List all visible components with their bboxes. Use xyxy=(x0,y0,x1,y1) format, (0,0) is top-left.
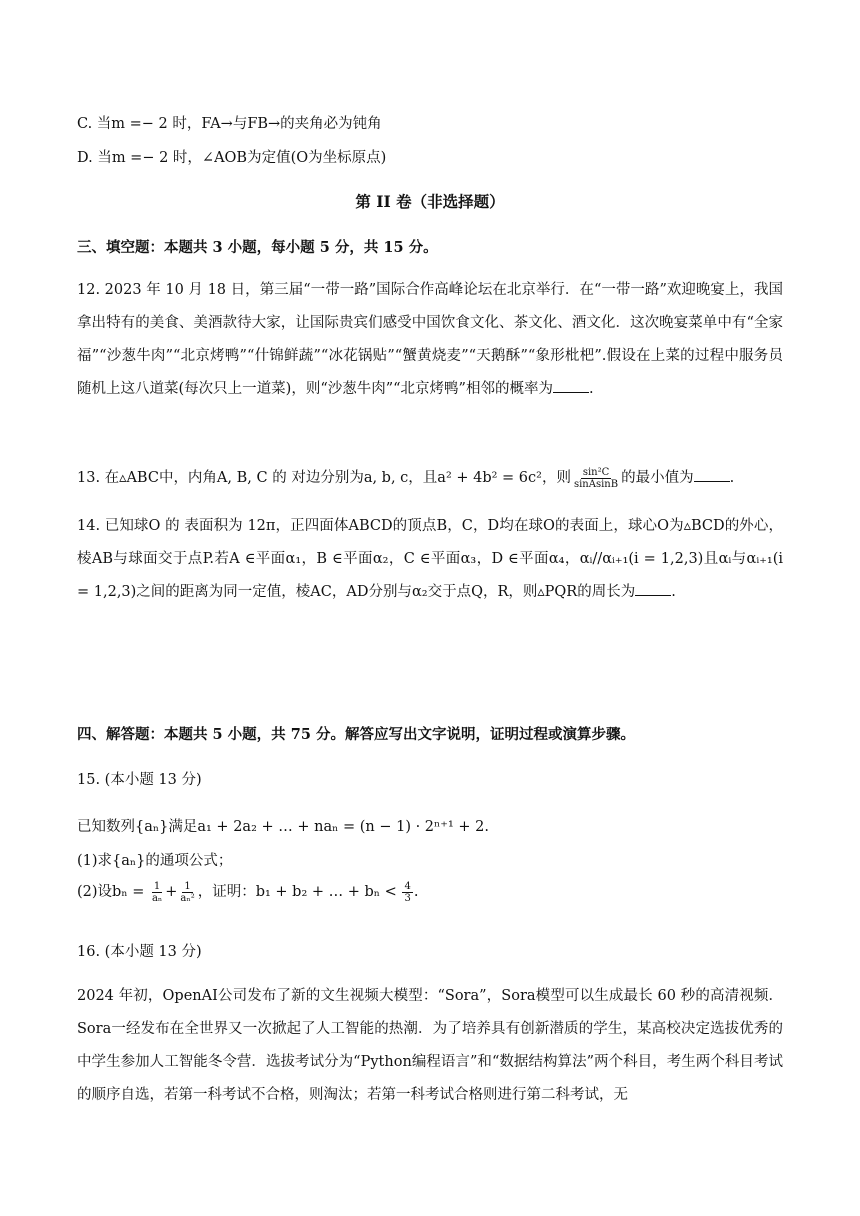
fraction-numerator: 1 xyxy=(153,880,161,892)
question-12-text: 12. 2023 年 10 月 18 日，第三届“一带一路”国际合作高峰论坛在北京举行．在“一带一路”欢迎晚宴上，我国拿出特有的美食、美酒款待大家，让国际贵宾们感受中国饮食文化、茶文化、酒文化．这次晚宴菜单中有“全家福”“沙葱牛肉”“北京烤鸭”“什锦鲜蔬”“冰花锅贴”“蟹黄烧麦”“天鹅酥”“象形枇杷”.假设在上菜的过程中服务员随机上这八道菜(每次只上一道菜)，则“沙葱牛肉”“北京烤鸭”相邻的概率为 xyxy=(77,282,783,397)
fraction-denominator: sinAsinB xyxy=(573,478,619,490)
question-13-fraction xyxy=(572,467,620,490)
fraction-4-over-3 xyxy=(402,881,412,904)
fraction-1-over-an xyxy=(150,881,164,904)
fraction-denominator: 3 xyxy=(404,892,411,904)
fraction-numerator: 4 xyxy=(404,880,411,892)
part-2-text-a: (2)设bₙ = xyxy=(77,884,145,900)
question-16-stem: 2024 年初，OpenAI公司发布了新的文生视频大模型：“Sora”，Sora模型可以生成最长 60 秒的高清视频．Sora一经发布在全世界又一次掀起了人工智能的热潮．为了培养具有创新潜质的学生，某高校决定选拔优秀的中学生参加人工智能冬令营．选拔考试分为“Python编程语言”和“数据结构算法”两个科目，考生两个科目考试的顺序自选，若第一科考试不合格，则淘汰；若第一科考试合格则进行第二科考试，无 xyxy=(77,988,783,1103)
question-12 xyxy=(77,274,783,406)
fraction-numerator: sin²C xyxy=(582,466,610,478)
question-15-part-2 xyxy=(77,880,418,904)
fraction-denominator: aₙ² xyxy=(180,892,195,904)
section-4-heading: 四、解答题：本题共 5 小题，共 75 分。解答应写出文字说明，证明过程或演算步骤。 xyxy=(77,726,635,743)
question-13-text-b: 的最小值为 xyxy=(621,470,694,486)
answer-blank-14[interactable] xyxy=(635,581,671,596)
question-16-title: 16. (本小题 13 分) xyxy=(77,944,202,960)
plus-sign: + xyxy=(165,884,178,900)
fraction-numerator: 1 xyxy=(184,880,191,892)
part-ii-title: 第 II 卷（非选择题） xyxy=(355,192,505,211)
question-15-title: 15. (本小题 13 分) xyxy=(77,772,202,788)
fraction-1-over-an-squared xyxy=(178,881,196,904)
question-15-part-1: (1)求{aₙ}的通项公式； xyxy=(77,853,233,869)
question-12-end: . xyxy=(588,381,594,397)
question-13-end: . xyxy=(729,470,735,486)
section-3-heading: 三、填空题：本题共 3 小题，每小题 5 分，共 15 分。 xyxy=(77,239,438,256)
question-14-text: 14. 已知球O 的 表面积为 12π，正四面体ABCD的顶点B，C，D均在球O的表面上，球心O为▵BCD的外心，棱AB与球面交于点P.若A ∈平面α₁，B ∈平面α₂，C ∈平面α₃，D ∈平面α₄，αᵢ//αᵢ₊₁(i = 1,2,3)且αᵢ与αᵢ₊₁(i = 1,2,3)之间的距离为同一定值，棱AC，AD分别与α₂交于点Q，R，则▵PQR的周长为 xyxy=(77,518,783,600)
question-14-end: . xyxy=(671,584,676,600)
question-13 xyxy=(77,466,734,490)
question-14 xyxy=(77,510,783,609)
part-2-end: . xyxy=(413,884,419,900)
question-15-stem: 已知数列{aₙ}满足a₁ + 2a₂ + … + naₙ = (n − 1) · 2ⁿ⁺¹ + 2. xyxy=(77,819,489,835)
option-c: C. 当m =− 2 时，FA→与FB→的夹角必为钝角 xyxy=(77,116,382,132)
option-d: D. 当m =− 2 时，∠AOB为定值(O为坐标原点) xyxy=(77,150,387,166)
question-13-text-a: 13. 在▵ABC中，内角A, B, C 的 对边分别为a, b, c，且a² + 4b² = 6c²，则 xyxy=(77,470,571,486)
answer-blank-13[interactable] xyxy=(694,467,730,482)
answer-blank-12[interactable] xyxy=(553,378,589,393)
part-2-text-b: ，证明：b₁ + b₂ + … + bₙ < xyxy=(197,884,397,900)
fraction-denominator: aₙ xyxy=(151,892,163,904)
